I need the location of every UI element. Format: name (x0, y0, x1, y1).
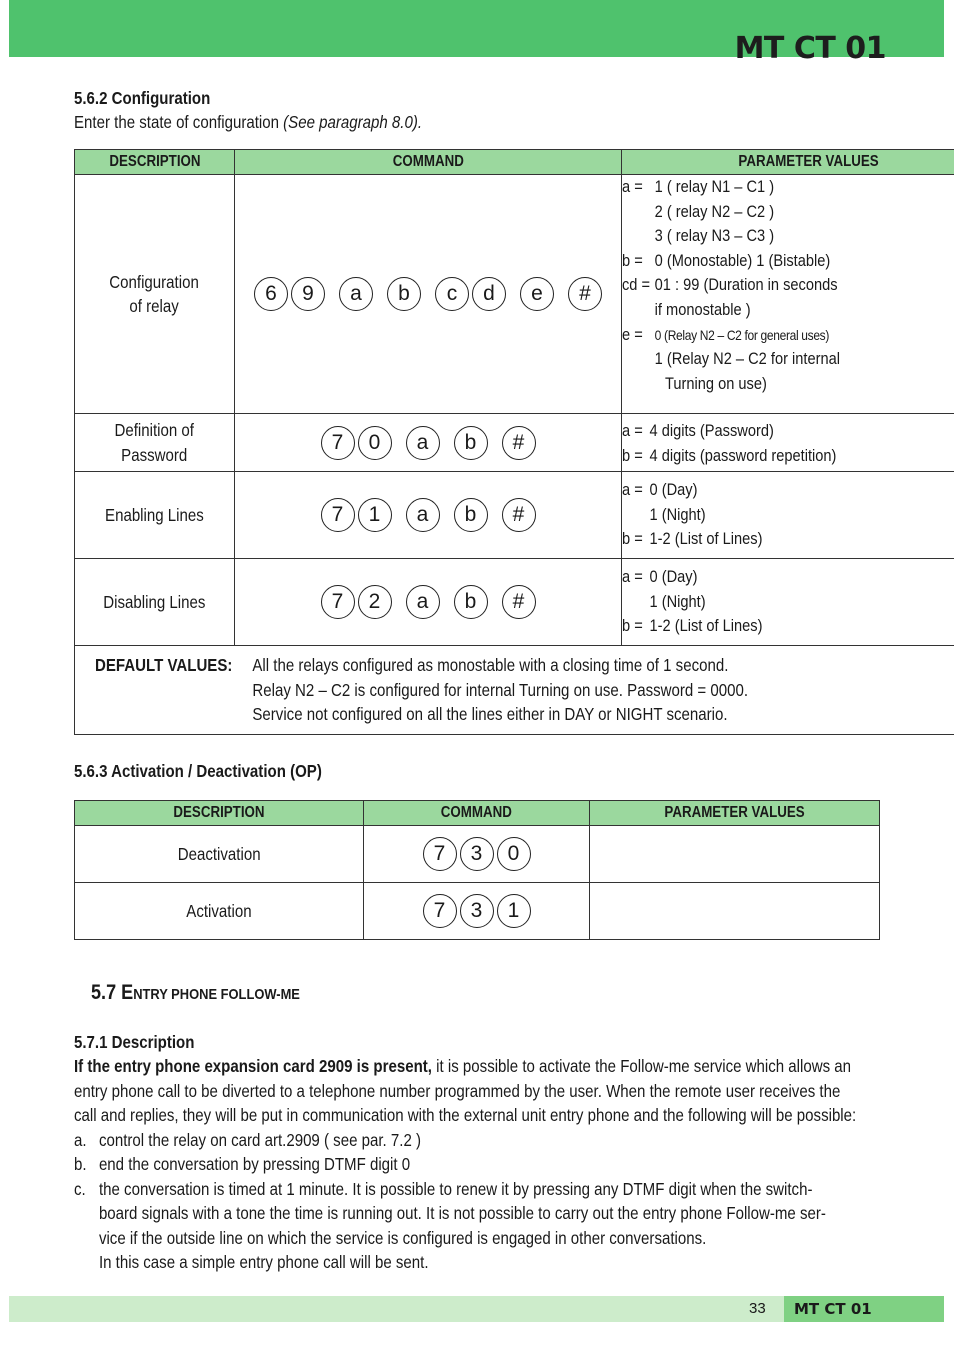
key-0: 0 (358, 426, 392, 460)
list-marker: b. (74, 1154, 87, 1174)
activation-table (74, 800, 880, 940)
key-7: 7 (321, 585, 355, 619)
configuration-table (74, 149, 954, 735)
col-params: PARAMETER VALUES (664, 804, 805, 821)
col-description: DESCRIPTION (108, 153, 201, 170)
key-b: b (387, 277, 421, 311)
intro-text: Enter the state of configuration (74, 112, 279, 132)
list-marker: c. (74, 1178, 86, 1199)
param-value: 1-2 (List of Lines) (649, 529, 763, 549)
col-command: COMMAND (392, 153, 464, 170)
list-item-continuation: board signals with a tone the time is running out. It is not possible to carry out the entry phone Follow-me ser- (98, 1203, 826, 1223)
footer-doc-code: MT CT 01 (794, 1300, 872, 1318)
param-value: 0 (Relay N2 – C2 for general uses) (654, 326, 830, 343)
key-a: a (339, 277, 373, 311)
param-label: a = (622, 567, 643, 586)
table-row (75, 414, 954, 472)
key-a: a (406, 426, 440, 460)
param-label: b = (622, 445, 643, 465)
para-line: entry phone call to be diverted to a telephone number programmed by the user. When the remote user receives the (74, 1080, 841, 1101)
key-7: 7 (423, 837, 457, 871)
key-hash: # (568, 277, 602, 311)
param-value: Turning on use) (665, 373, 767, 393)
row-description: Definition of (114, 420, 195, 440)
key-1: 1 (497, 894, 531, 928)
document-code: MT CT 01 (734, 31, 886, 66)
key-e: e (520, 277, 554, 311)
param-value: 0 (Monostable) 1 (Bistable) (654, 250, 831, 270)
title-rest: NTRY PHONE FOLLOW-ME (133, 986, 300, 1003)
param-value: 1 (Night) (649, 591, 706, 611)
row-description-2: of relay (129, 296, 180, 316)
param-value: 1 ( relay N1 – C1 ) (654, 177, 775, 196)
key-b: b (454, 585, 488, 619)
param-value: 1 (Relay N2 – C2 for internal (654, 349, 840, 369)
page-number: 33 (749, 1300, 766, 1317)
key-a: a (406, 585, 440, 619)
key-a: a (406, 498, 440, 532)
col-description: DESCRIPTION (173, 804, 265, 821)
col-params: PARAMETER VALUES (738, 153, 879, 170)
row-description: Disabling Lines (103, 591, 206, 612)
key-hash: # (502, 585, 536, 619)
table-row (75, 826, 880, 883)
param-value: 1-2 (List of Lines) (649, 616, 763, 636)
defaults-label: DEFAULT VALUES: (95, 655, 233, 675)
default-line: Service not configured on all the lines either in DAY or NIGHT scenario. (252, 704, 728, 724)
key-hash: # (502, 426, 536, 460)
title-initial: E (121, 981, 134, 1004)
param-label: b = (622, 250, 643, 270)
param-label: a = (622, 421, 643, 440)
list-item: the conversation is timed at 1 minute. It is possible to renew it by pressing any DTMF digit when the switch- (98, 1178, 813, 1199)
section-heading-5-7 (91, 981, 300, 1005)
section-number: 5.7 (91, 981, 117, 1004)
table-row (75, 559, 954, 646)
description-paragraph (74, 1054, 874, 1275)
param-value: if monostable ) (654, 299, 751, 319)
key-d: d (472, 277, 506, 311)
list-item: end the conversation by pressing DTMF digit 0 (98, 1154, 411, 1174)
param-label: e = (622, 324, 643, 344)
param-value: 4 digits (Password) (649, 421, 774, 440)
param-value: 0 (Day) (649, 480, 698, 499)
key-c: c (435, 277, 469, 311)
key-2: 2 (358, 585, 392, 619)
section-heading-5-6-3: 5.6.3 Activation / Deactivation (OP) (74, 761, 322, 781)
param-label: b = (622, 529, 643, 549)
key-b: b (454, 498, 488, 532)
row-description: Enabling Lines (105, 504, 204, 525)
param-value: 1 (Night) (649, 504, 706, 524)
param-value: 3 ( relay N3 – C3 ) (654, 226, 775, 246)
para-line: it is possible to activate the Follow-me service which allows an (436, 1056, 852, 1076)
section-heading-5-6-2: 5.6.2 Configuration (74, 88, 211, 108)
param-value: 01 : 99 (Duration in seconds (654, 275, 838, 295)
key-0: 0 (497, 837, 531, 871)
para-line: call and replies, they will be put in communication with the external unit entry phone and the following will be possible: (74, 1105, 857, 1125)
param-value: 2 ( relay N2 – C2 ) (654, 201, 775, 221)
section-heading-5-7-1: 5.7.1 Description (74, 1032, 195, 1052)
intro-reference: (See paragraph 8.0). (283, 112, 423, 132)
row-description: Activation (186, 900, 252, 921)
key-b: b (454, 426, 488, 460)
key-9: 9 (291, 277, 325, 311)
param-label: a = (622, 480, 643, 499)
table-row (75, 472, 954, 559)
row-description-2: Password (121, 444, 188, 465)
default-line: Relay N2 – C2 is configured for internal Turning on use. Password = 0000. (252, 679, 749, 700)
list-item-continuation: In this case a simple entry phone call will be sent. (98, 1252, 429, 1272)
list-marker: a. (74, 1129, 87, 1150)
param-value: 0 (Day) (649, 567, 698, 586)
key-7: 7 (321, 498, 355, 532)
param-label: a = (622, 177, 643, 196)
list-item-continuation: vice if the outside line on which the service is configured is engaged in other conversations. (98, 1227, 707, 1248)
key-7: 7 (321, 426, 355, 460)
table-row (75, 175, 954, 414)
list-item: control the relay on card art.2909 ( see par. 7.2 ) (98, 1129, 422, 1150)
table-row (75, 883, 880, 940)
para-bold-lead: If the entry phone expansion card 2909 is present, (74, 1056, 432, 1076)
defaults-row (75, 646, 954, 735)
default-line: All the relays configured as monostable with a closing time of 1 second. (252, 655, 729, 675)
key-3: 3 (460, 837, 494, 871)
col-command: COMMAND (440, 804, 513, 821)
param-label: b = (622, 616, 643, 636)
section-intro (74, 110, 422, 135)
row-description: Deactivation (177, 843, 261, 864)
key-7: 7 (423, 894, 457, 928)
key-6: 6 (254, 277, 288, 311)
key-hash: # (502, 498, 536, 532)
row-description: Configuration (109, 271, 200, 292)
key-1: 1 (358, 498, 392, 532)
param-value: 4 digits (password repetition) (649, 445, 837, 465)
key-3: 3 (460, 894, 494, 928)
param-label: cd = (622, 275, 651, 295)
